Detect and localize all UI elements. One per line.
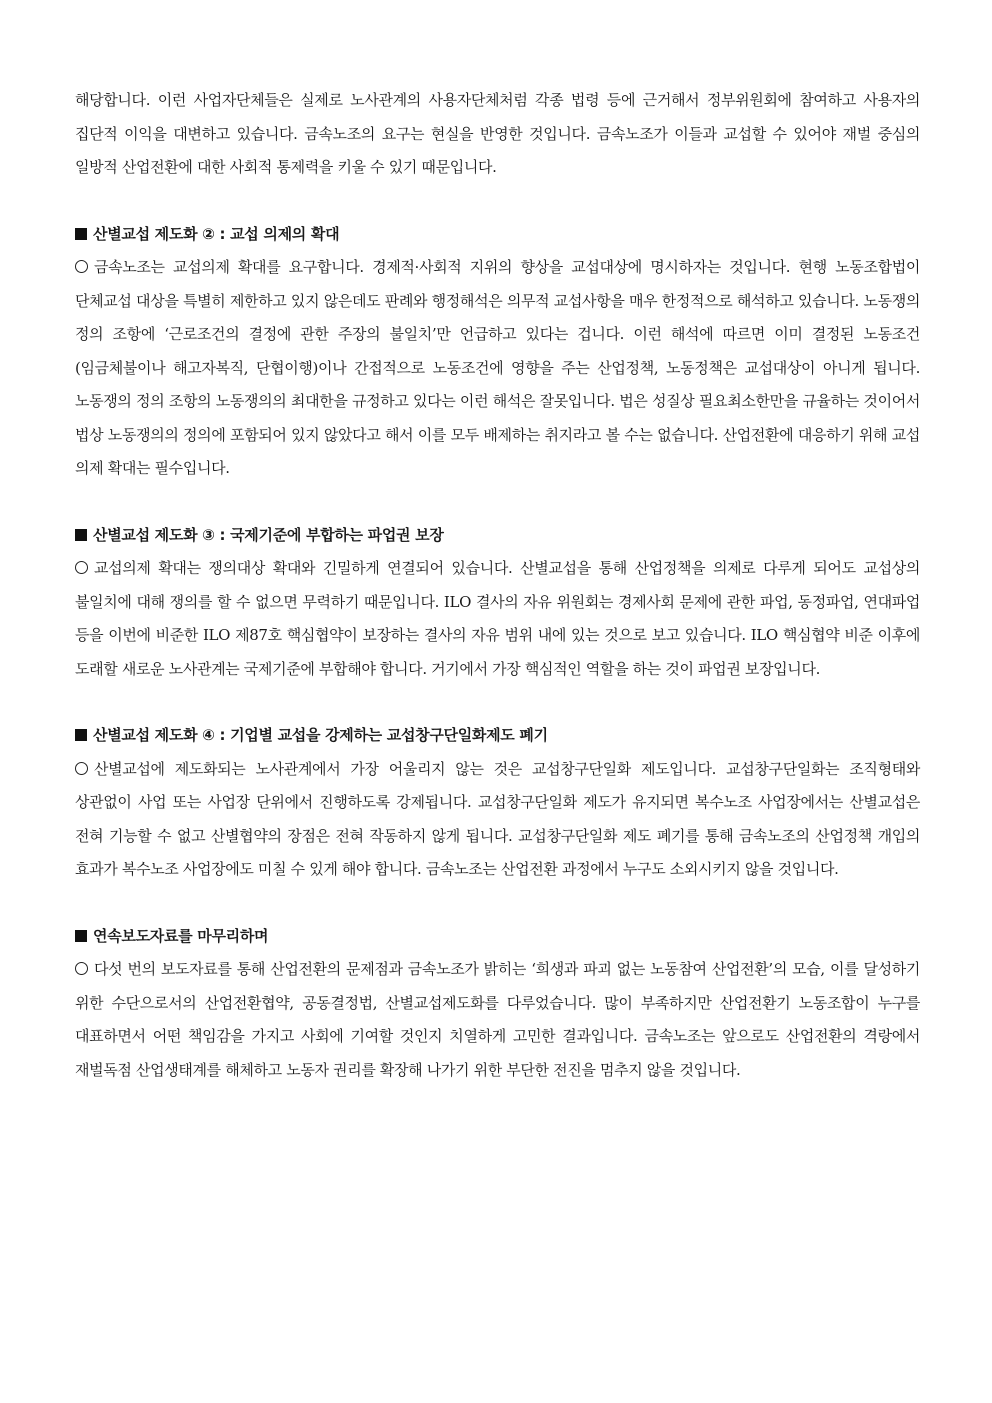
section-body	[75, 552, 920, 686]
circle-bullet-icon	[75, 962, 88, 975]
circle-bullet-icon	[75, 762, 88, 775]
section-heading	[75, 920, 920, 954]
section-body	[75, 251, 920, 486]
section-body-text: 다섯 번의 보도자료를 통해 산업전환의 문제점과 금속노조가 밝히는 ‘희생과 파괴 없는 노동참여 산업전환’의 모습, 이를 달성하기 위한 수단으로서의 산업전환협약, 공동결정법, 산별교섭제도화를 다루었습니다. 많이 부족하지만 산업전환기 노동조합이 누구를 대표하면서 어떤 책임감을 가지고 사회에 기여할 것인지 치열하게 고민한 결과입니다. 금속노조는 앞으로도 산업전환의 격랑에서 재벌독점 산업생태계를 해체하고 노동자 권리를 확장해 나가기 위한 부단한 전진을 멈추지 않을 것입니다.	[75, 960, 920, 1079]
section-body	[75, 953, 920, 1087]
section-heading	[75, 218, 920, 252]
section-body	[75, 753, 920, 887]
section-heading	[75, 519, 920, 553]
section-closing	[75, 920, 920, 1088]
circle-bullet-icon	[75, 260, 88, 273]
square-bullet-icon	[75, 228, 87, 240]
section-body-text: 교섭의제 확대는 쟁의대상 확대와 긴밀하게 연결되어 있습니다. 산별교섭을 통해 산업정책을 의제로 다루게 되어도 교섭상의 불일치에 대해 쟁의를 할 수 없으면 무력하기 때문입니다. ILO 결사의 자유 위원회는 경제사회 문제에 관한 파업, 동정파업, 연대파업 등을 이번에 비준한 ILO 제87호 핵심협약이 보장하는 결사의 자유 범위 내에 있는 것으로 보고 있습니다. ILO 핵심협약 비준 이후에 도래할 새로운 노사관계는 국제기준에 부합해야 합니다. 거기에서 가장 핵심적인 역할을 하는 것이 파업권 보장입니다.	[75, 559, 920, 678]
section-heading-text: 산별교섭 제도화 ④ : 기업별 교섭을 강제하는 교섭창구단일화제도 폐기	[93, 726, 548, 744]
section-bargaining-agenda	[75, 218, 920, 486]
section-strike-rights	[75, 519, 920, 687]
intro-paragraph: 해당합니다. 이런 사업자단체들은 실제로 노사관계의 사용자단체처럼 각종 법령 등에 근거해서 정부위원회에 참여하고 사용자의 집단적 이익을 대변하고 있습니다. 금속노조의 요구는 현실을 반영한 것입니다. 금속노조가 이들과 교섭할 수 있어야 재벌 중심의 일방적 산업전환에 대한 사회적 통제력을 키울 수 있기 때문입니다.	[75, 91, 920, 176]
circle-bullet-icon	[75, 561, 88, 574]
section-heading	[75, 719, 920, 753]
square-bullet-icon	[75, 930, 87, 942]
section-body-text: 산별교섭에 제도화되는 노사관계에서 가장 어울리지 않는 것은 교섭창구단일화 제도입니다. 교섭창구단일화는 조직형태와 상관없이 사업 또는 사업장 단위에서 진행하도록 강제됩니다. 교섭창구단일화 제도가 유지되면 복수노조 사업장에서는 산별교섭은 전혀 기능할 수 없고 산별협약의 장점은 전혀 작동하지 않게 됩니다. 교섭창구단일화 제도 폐기를 통해 금속노조의 산업정책 개입의 효과가 복수노조 사업장에도 미칠 수 있게 해야 합니다. 금속노조는 산업전환 과정에서 누구도 소외시키지 않을 것입니다.	[75, 759, 920, 878]
section-channel-unification	[75, 719, 920, 887]
document-page	[75, 84, 920, 1087]
section-body-text: 금속노조는 교섭의제 확대를 요구합니다. 경제적·사회적 지위의 향상을 교섭대상에 명시하자는 것입니다. 현행 노동조합법이 단체교섭 대상을 특별히 제한하고 있지 않은데도 판례와 행정해석은 의무적 교섭사항을 매우 한정적으로 해석하고 있습니다. 노동쟁의 정의 조항에 ‘근로조건의 결정에 관한 주장의 불일치’만 언급하고 있다는 겁니다. 이런 해석에 따르면 이미 결정된 노동조건(임금체불이나 해고자복직, 단협이행)이나 간접적으로 노동조건에 영향을 주는 산업정책, 노동정책은 교섭대상이 아니게 됩니다. 노동쟁의 정의 조항의 노동쟁의의 최대한을 규정하고 있다는 이런 해석은 잘못입니다. 법은 성질상 필요최소한만을 규율하는 것이어서 법상 노동쟁의의 정의에 포함되어 있지 않았다고 해서 이를 모두 배제하는 취지라고 볼 수는 없습니다. 산업전환에 대응하기 위해 교섭 의제 확대는 필수입니다.	[75, 258, 920, 477]
section-heading-text: 산별교섭 제도화 ② : 교섭 의제의 확대	[93, 224, 340, 243]
section-heading-text: 산별교섭 제도화 ③ : 국제기준에 부합하는 파업권 보장	[93, 525, 444, 544]
section-heading-text: 연속보도자료를 마무리하며	[93, 926, 269, 945]
square-bullet-icon	[75, 529, 87, 541]
square-bullet-icon	[75, 729, 87, 741]
